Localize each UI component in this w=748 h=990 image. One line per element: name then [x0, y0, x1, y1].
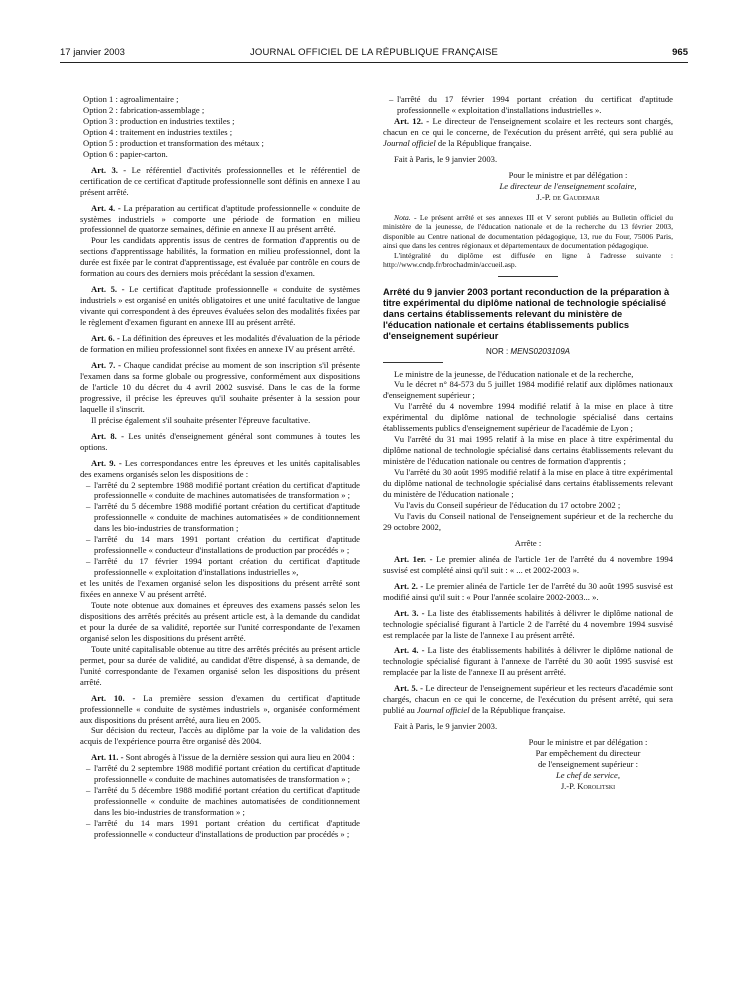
vu-item: Vu l'avis du Conseil national de l'enseignement supérieur et de la recherche du 29 octobre 2002,: [383, 510, 673, 532]
option-item: Option 6 : papier-carton.: [83, 148, 168, 159]
list-item: – l'arrêté du 17 février 1994 portant création du certificat d'aptitude professionnelle « exploitation d'installations industrielles »,: [86, 556, 360, 578]
left-column: [80, 94, 360, 840]
options-list: [80, 94, 360, 160]
list-item: – l'arrêté du 5 décembre 1988 modifié portant création du certificat d'aptitude professionnelle « conduite de machines automatisées de conditionnement dans les bio-industries de transformation » ;: [86, 785, 360, 818]
article-10-paragraph: Sur décision du recteur, l'accès au diplôme par la voie de la validation des acquis de l'expérience pourra être organisé dès 2004.: [80, 725, 360, 747]
signature-block: Pour le ministre et par délégation : Par empêchement du directeur de l'enseignement supérieur : Le chef de service, J.-P. Korolitski: [383, 737, 673, 792]
article-9-paragraph: Toute unité capitalisable obtenue au titre des arrêtés précités au présent article permet, pour sa durée de validité, au candidat d'être dispensé, à sa demande, de l'unité correspondante de l'examen organisé selon les dispositions du présent arrêté.: [80, 643, 360, 687]
page-number: 965: [672, 47, 688, 58]
decree-article-2: Art. 2. - Le premier alinéa de l'article 1er de l'arrêté du 30 août 1995 susvisé est modifié ainsi qu'il suit : « Pour l'année scolaire 2002-2003... ».: [383, 580, 674, 602]
article-12: Art. 12. - Le directeur de l'enseignement scolaire et les recteurs sont chargés, chacun en ce qui le concerne, de l'exécution du présent arrêté, qui sera publié au Journal officiel de la République française.: [383, 115, 674, 148]
decree-article-1: Art. 1er. - Le premier alinéa de l'article 1er de l'arrêté du 4 novembre 1994 susvisé est complété ainsi qu'il suit : « ... et 2002-2003 ».: [383, 553, 673, 575]
continued-list: [383, 94, 673, 116]
article-4: Art. 4. - La préparation au certificat d'aptitude professionnelle « conduite de systèmes industriels » comporte une période de formation en milieu professionnel de quatorze semaines, définie en annexe II au présent arrêté.: [80, 202, 361, 235]
article-9-after: et les unités de l'examen organisé selon les dispositions du présent arrêté sont fixées en annexe V au présent arrêté.: [80, 578, 360, 600]
signatory-name: J.-P. Korolitski: [560, 780, 616, 791]
nota: Nota. - Le présent arrêté et ses annexes III et V seront publiés au Bulletin officiel du ministère de la jeunesse, de l'éducation nationale et de la recherche du 13 février 2003, disponible au Centre national de documentation pédagogique, 13, rue du Four, 75006 Paris, ainsi que dans les centres régionaux et départementaux de documentation pédagogique.: [383, 212, 673, 251]
list-item: – l'arrêté du 5 décembre 1988 modifié portant création du certificat d'aptitude professionnelle « conduite de machines automatisées » de conditionnement dans les bio-industries de transformation ;: [86, 501, 360, 534]
separator: [498, 276, 558, 277]
nota-paragraph: L'intégralité du diplôme est diffusée en ligne à l'adresse suivante : http://www.cndp.fr/brochadmin/accueil.asp.: [383, 250, 673, 270]
article-9-paragraph: Toute note obtenue aux domaines et épreuves des examens passés selon les dispositions des arrêtés précités au présent article est, à la demande du candidat et pour la durée de sa validité, reportée sur l'unité correspondante de l'examen organisé selon les dispositions du présent arrêté.: [80, 599, 360, 643]
article-7-paragraph: Il précise également s'il souhaite présenter l'épreuve facultative.: [91, 414, 311, 425]
article-4-paragraph: Pour les candidats apprentis issus de centres de formation d'apprentis ou de sections d'apprentissage habilités, la formation en milieu professionnel, dont la durée est fixée par le contrat d'apprentissage, est évaluée par contrôle en cours de formation au cours des derniers mois précédant la session d'examen.: [80, 235, 360, 279]
header-date: 17 janvier 2003: [60, 47, 125, 58]
arrete-heading: Arrête :: [514, 537, 542, 548]
vu-item: Vu le décret n° 84-573 du 5 juillet 1984 modifié relatif aux diplômes nationaux d'enseignement supérieur ;: [383, 379, 673, 401]
option-item: Option 4 : traitement en industries textiles ;: [83, 126, 233, 137]
article-9-list: [80, 480, 360, 579]
option-item: Option 5 : production et transformation des métaux ;: [83, 137, 264, 148]
decree-article-5: Art. 5. - Le directeur de l'enseignement supérieur et les recteurs d'académie sont chargés, chacun en ce qui le concerne, de l'exécution du présent arrêté, qui sera publié au Journal officiel de la République française.: [383, 683, 673, 716]
article-11-list: [80, 763, 360, 840]
list-item: – l'arrêté du 17 février 1994 portant création du certificat d'aptitude professionnelle « exploitation d'installations industrielles ».: [389, 94, 673, 115]
header-rule: [60, 62, 688, 63]
article-3: Art. 3. - Le référentiel d'activités professionnelles et le référentiel de certification de ce certificat d'aptitude professionnelle sont définis en annexe I au présent arrêté.: [80, 164, 360, 197]
decree-title: Arrêté du 9 janvier 2003 portant reconduction de la préparation à titre expérimental du diplôme national de technologie spécialisé dans certains établissements relevant du ministère de l'éducation nationale et certains établissements publics d'enseignement supérieur: [383, 286, 670, 341]
signatory-name: J.-P. de Gaudemar: [536, 191, 600, 202]
list-item: – l'arrêté du 14 mars 1991 portant création du certificat d'aptitude professionnelle « conducteur d'installations de production par procédés » ;: [86, 818, 360, 840]
article-7: Art. 7. - Chaque candidat précise au moment de son inscription s'il présente l'examen dans sa forme globale ou progressive, conformément aux dispositions de l'article 10 du décret du 4 avril 2002 susvisé. Dans le cas de la forme progressive, il précise les épreuves qu'il souhaite présenter à la session pour laquelle il s'inscrit.: [80, 359, 360, 414]
article-6: Art. 6. - La définition des épreuves et les modalités d'évaluation de la période de formation en milieu professionnel sont fixées en annexe IV au présent arrêté.: [80, 333, 360, 355]
decree-article-3: Art. 3. - La liste des établissements habilités à délivrer le diplôme national de technologie spécialisé figurant à l'article 2 de l'arrêté du 4 novembre 1994 susvisé est remplacée par la liste de l'annexe I au présent arrêté.: [383, 607, 674, 640]
signature-block: Pour le ministre et par délégation : Le directeur de l'enseignement scolaire, J.-P. de Gaudemar: [383, 170, 673, 203]
fait-a-paris: Fait à Paris, le 9 janvier 2003.: [394, 153, 498, 164]
journal-title: JOURNAL OFFICIEL DE LA RÉPUBLIQUE FRANÇAISE: [249, 47, 499, 58]
article-9: Art. 9. - Les correspondances entre les épreuves et les unités capitalisables des examens organisés selon les dispositions de :: [80, 457, 360, 479]
article-5: Art. 5. - Le certificat d'aptitude professionnelle « conduite de systèmes industriels » est organisé en unités obligatoires et une unité facultative de langue vivante qui correspondent à des épreuves évaluées selon des modalités fixées par le règlement d'examen figurant en annexe III au présent arrêté.: [80, 284, 361, 328]
option-item: Option 3 : production en industries textiles ;: [83, 115, 235, 126]
page-header: [60, 47, 688, 63]
article-11: Art. 11. - Sont abrogés à l'issue de la dernière session qui aura lieu en 2004 :: [91, 752, 355, 763]
vu-item: Vu l'arrêté du 4 novembre 1994 modifié relatif à la mise en place à titre expérimental du diplôme national de technologie spécialisé dans certains établissements publics d'enseignement supérieur de l'académie de Lyon ;: [383, 401, 673, 434]
fait-a-paris: Fait à Paris, le 9 janvier 2003.: [394, 721, 498, 732]
vu-item: Vu l'arrêté du 30 août 1995 modifié relatif à la mise en place à titre expérimental du diplôme national de technologie spécialisé dans certains établissements relevant du ministère de l'éducation nationale ;: [383, 467, 673, 500]
vu-item: Vu l'arrêté du 31 mai 1995 relatif à la mise en place à titre expérimental du diplôme national de technologie spécialisé dans certains établissements relevant du ministère de l'éducation nationale ou centres de formation d'apprentis ;: [383, 434, 673, 467]
preamble: Le ministre de la jeunesse, de l'éducation nationale et de la recherche,: [394, 368, 634, 379]
article-8: Art. 8. - Les unités d'enseignement général sont communes à toutes les options.: [80, 430, 360, 452]
nor-reference: NOR : MENS0203109A: [485, 346, 571, 356]
right-column: [383, 94, 673, 792]
option-item: Option 2 : fabrication-assemblage ;: [83, 104, 205, 115]
list-item: – l'arrêté du 2 septembre 1988 modifié portant création du certificat d'aptitude professionnelle « conduite de machines automatisées de transformation » ;: [86, 763, 360, 785]
separator: [383, 362, 443, 363]
list-item: – l'arrêté du 14 mars 1991 portant création du certificat d'aptitude professionnelle « conducteur d'installations de production par procédés » ;: [86, 534, 360, 556]
list-item: – l'arrêté du 2 septembre 1988 modifié portant création du certificat d'aptitude professionnelle « conduite de machines automatisées de transformation » ;: [86, 479, 360, 501]
option-item: Option 1 : agroalimentaire ;: [83, 94, 179, 104]
vu-item: Vu l'avis du Conseil supérieur de l'éducation du 17 octobre 2002 ;: [394, 499, 621, 510]
article-10: Art. 10. - La première session d'examen du certificat d'aptitude professionnelle « conduite de systèmes industriels », organisée conformément aux dispositions du présent arrêté, aura lieu en 2005.: [80, 692, 361, 725]
decree-article-4: Art. 4. - La liste des établissements habilités à délivrer le diplôme national de technologie spécialisé figurant à l'annexe de l'arrêté du 30 août 1995 susvisé est remplacée par la liste de l'annexe II au présent arrêté.: [383, 645, 674, 678]
